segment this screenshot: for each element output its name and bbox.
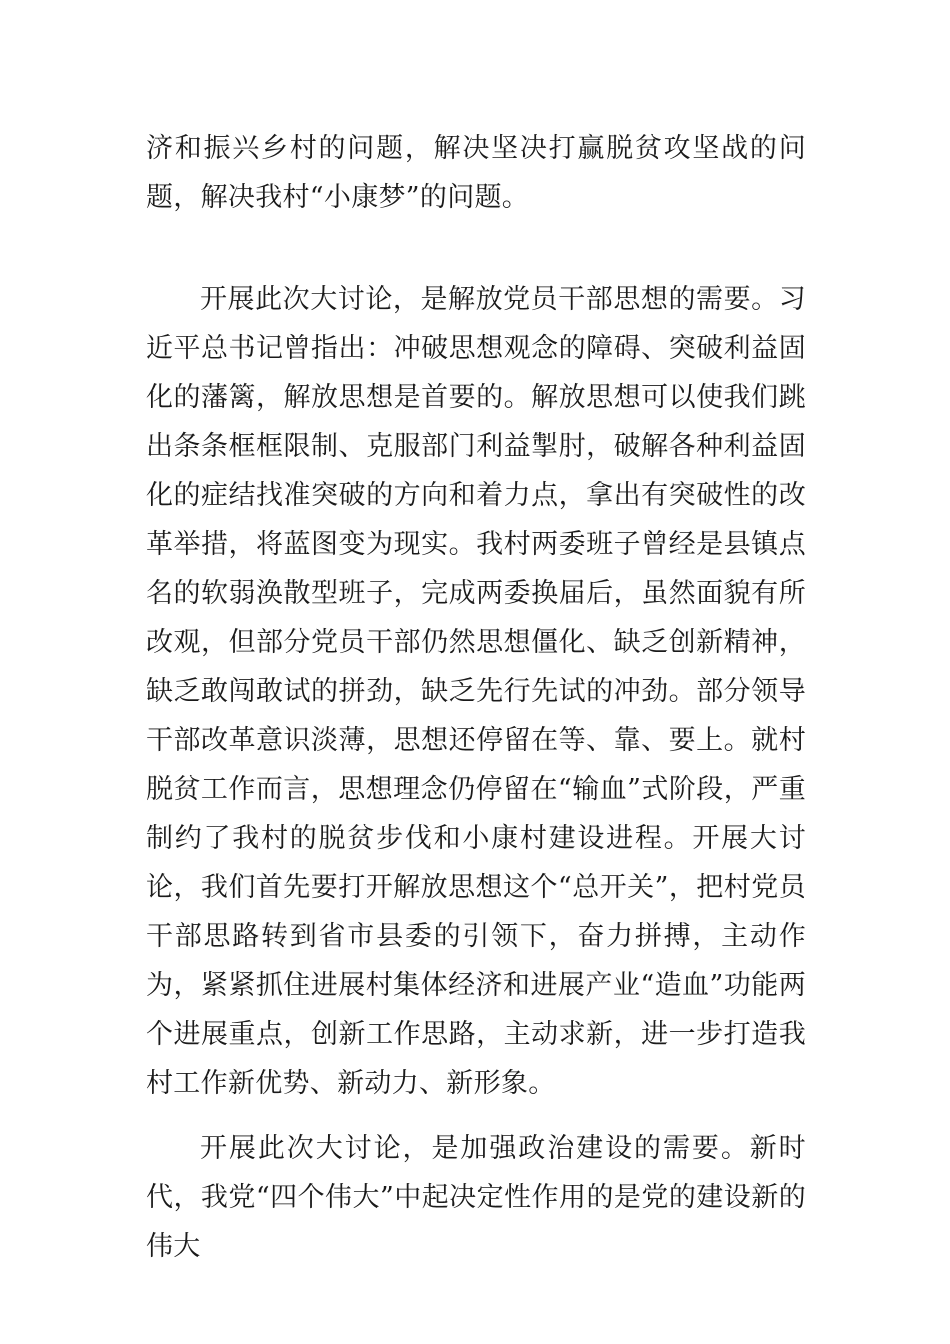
paragraph-political-construction: 开展此次大讨论，是加强政治建设的需要。新时代，我党“四个伟大”中起决定性作用的是党的建设新的伟大 — [146, 1133, 806, 1262]
paragraph-continued: 济和振兴乡村的问题，解决坚决打赢脱贫攻坚战的问题，解决我村“小康梦”的问题。 — [146, 133, 806, 213]
paragraph-liberate-thinking: 开展此次大讨论，是解放党员干部思想的需要。习近平总书记曾指出：冲破思想观念的障碍、突破利益固化的藩篱，解放思想是首要的。解放思想可以使我们跳出条条框框限制、克服部门利益掣肘，破解各种利益固化的症结找准突破的方向和着力点，拿出有突破性的改革举措，将蓝图变为现实。我村两委班子曾经是县镇点名的软弱涣散型班子，完成两委换届后，虽然面貌有所改观，但部分党员干部仍然思想僵化、缺乏创新精神，缺乏敢闯敢试的拼劲，缺乏先行先试的冲劲。部分领导干部改革意识淡薄，思想还停留在等、靠、要上。就村脱贫工作而言，思想理念仍停留在“输血”式阶段，严重制约了我村的脱贫步伐和小康村建设进程。开展大讨论，我们首先要打开解放思想这个“总开关”，把村党员干部思路转到省市县委的引领下，奋力拼搏，主动作为，紧紧抓住进展村集体经济和进展产业“造血”功能两个进展重点，创新工作思路，主动求新，进一步打造我村工作新优势、新动力、新形象。 — [146, 284, 806, 1099]
